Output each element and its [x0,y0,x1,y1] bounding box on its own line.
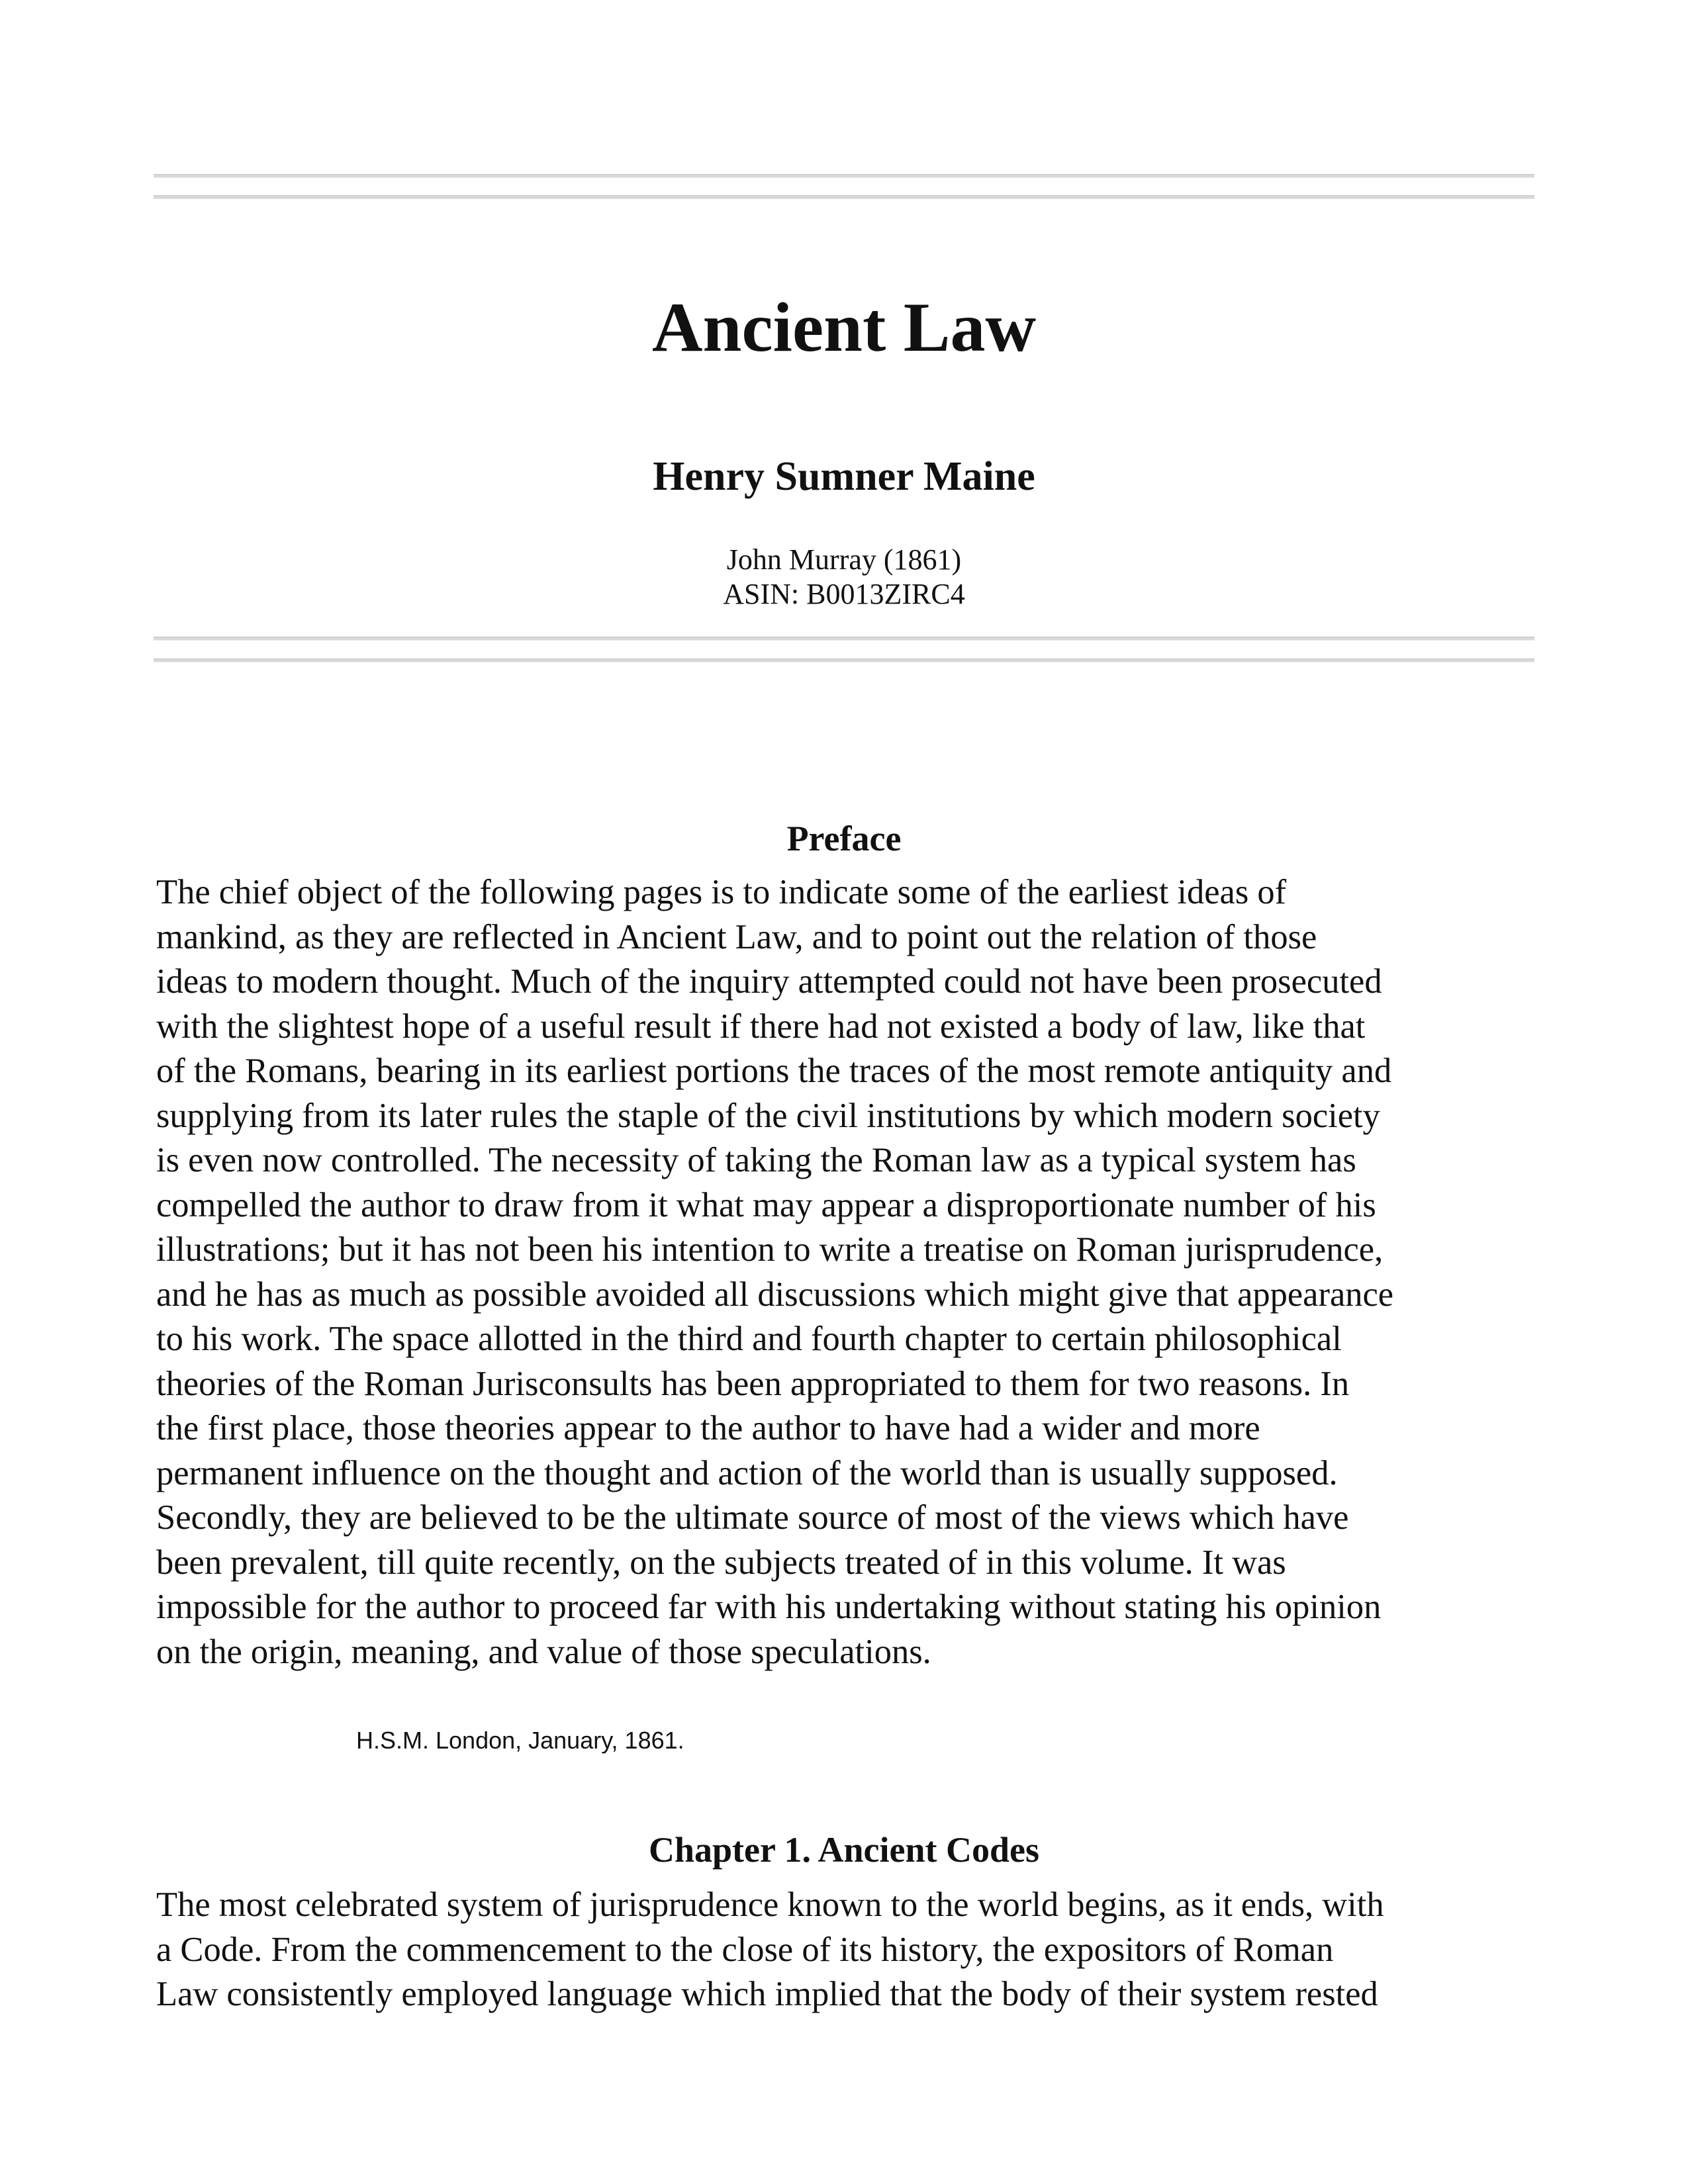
preface-line: been prevalent, till quite recently, on the subjects treated of in this volume. It was [156,1543,1286,1582]
preface-line: compelled the author to draw from it what may appear a disproportionate number of his [156,1185,1376,1224]
preface-signature: H.S.M. London, January, 1861. [356,1727,684,1754]
preface-body [156,870,1533,1674]
preface-line: permanent influence on the thought and action of the world than is usually supposed. [156,1453,1338,1492]
chapter-line: Law consistently employed language which implied that the body of their system rested [156,1975,1378,2013]
preface-line: Secondly, they are believed to be the ultimate source of most of the views which have [156,1498,1349,1537]
chapter-line: a Code. From the commencement to the close of its history, the expositors of Roman [156,1930,1334,1969]
chapter-1-body [156,1883,1533,2017]
preface-line: is even now controlled. The necessity of taking the Roman law as a typical system has [156,1141,1356,1179]
preface-line: on the origin, meaning, and value of those speculations. [156,1632,931,1671]
top-rule-2 [154,195,1534,199]
preface-line: with the slightest hope of a useful result if there had not existed a body of law, like that [156,1007,1366,1046]
preface-line: ideas to modern thought. Much of the inquiry attempted could not have been prosecuted [156,962,1382,1001]
preface-line: the first place, those theories appear to the author to have had a wider and more [156,1409,1260,1447]
preface-line: supplying from its later rules the staple of the civil institutions by which modern society [156,1096,1380,1135]
preface-line: and he has as much as possible avoided all discussions which might give that appearance [156,1275,1394,1314]
preface-line: illustrations; but it has not been his intention to write a treatise on Roman jurisprudence, [156,1230,1383,1269]
mid-rule-1 [154,637,1534,641]
chapter-line: The most celebrated system of jurisprudence known to the world begins, as it ends, with [156,1886,1384,1924]
preface-line: impossible for the author to proceed far with his undertaking without stating his opinion [156,1588,1382,1626]
chapter-1-heading: Chapter 1. Ancient Codes [648,1830,1040,1870]
publisher: John Murray (1861) [726,543,962,576]
publication-info [0,543,1688,612]
preface-heading: Preface [786,819,902,858]
preface-line: of the Romans, bearing in its earliest portions the traces of the most remote antiquity and [156,1052,1392,1090]
mid-rule-2 [154,659,1534,662]
book-author: Henry Sumner Maine [653,454,1035,499]
preface-line: The chief object of the following pages is to indicate some of the earliest ideas of [156,873,1287,911]
preface-line: theories of the Roman Jurisconsults has been appropriated to them for two reasons. In [156,1364,1350,1403]
preface-line: to his work. The space allotted in the third and fourth chapter to certain philosophical [156,1320,1342,1358]
preface-line: mankind, as they are reflected in Ancient Law, and to point out the relation of those [156,917,1317,956]
book-title: Ancient Law [651,289,1037,366]
top-rule-1 [154,174,1534,178]
asin: ASIN: B0013ZIRC4 [723,578,965,610]
